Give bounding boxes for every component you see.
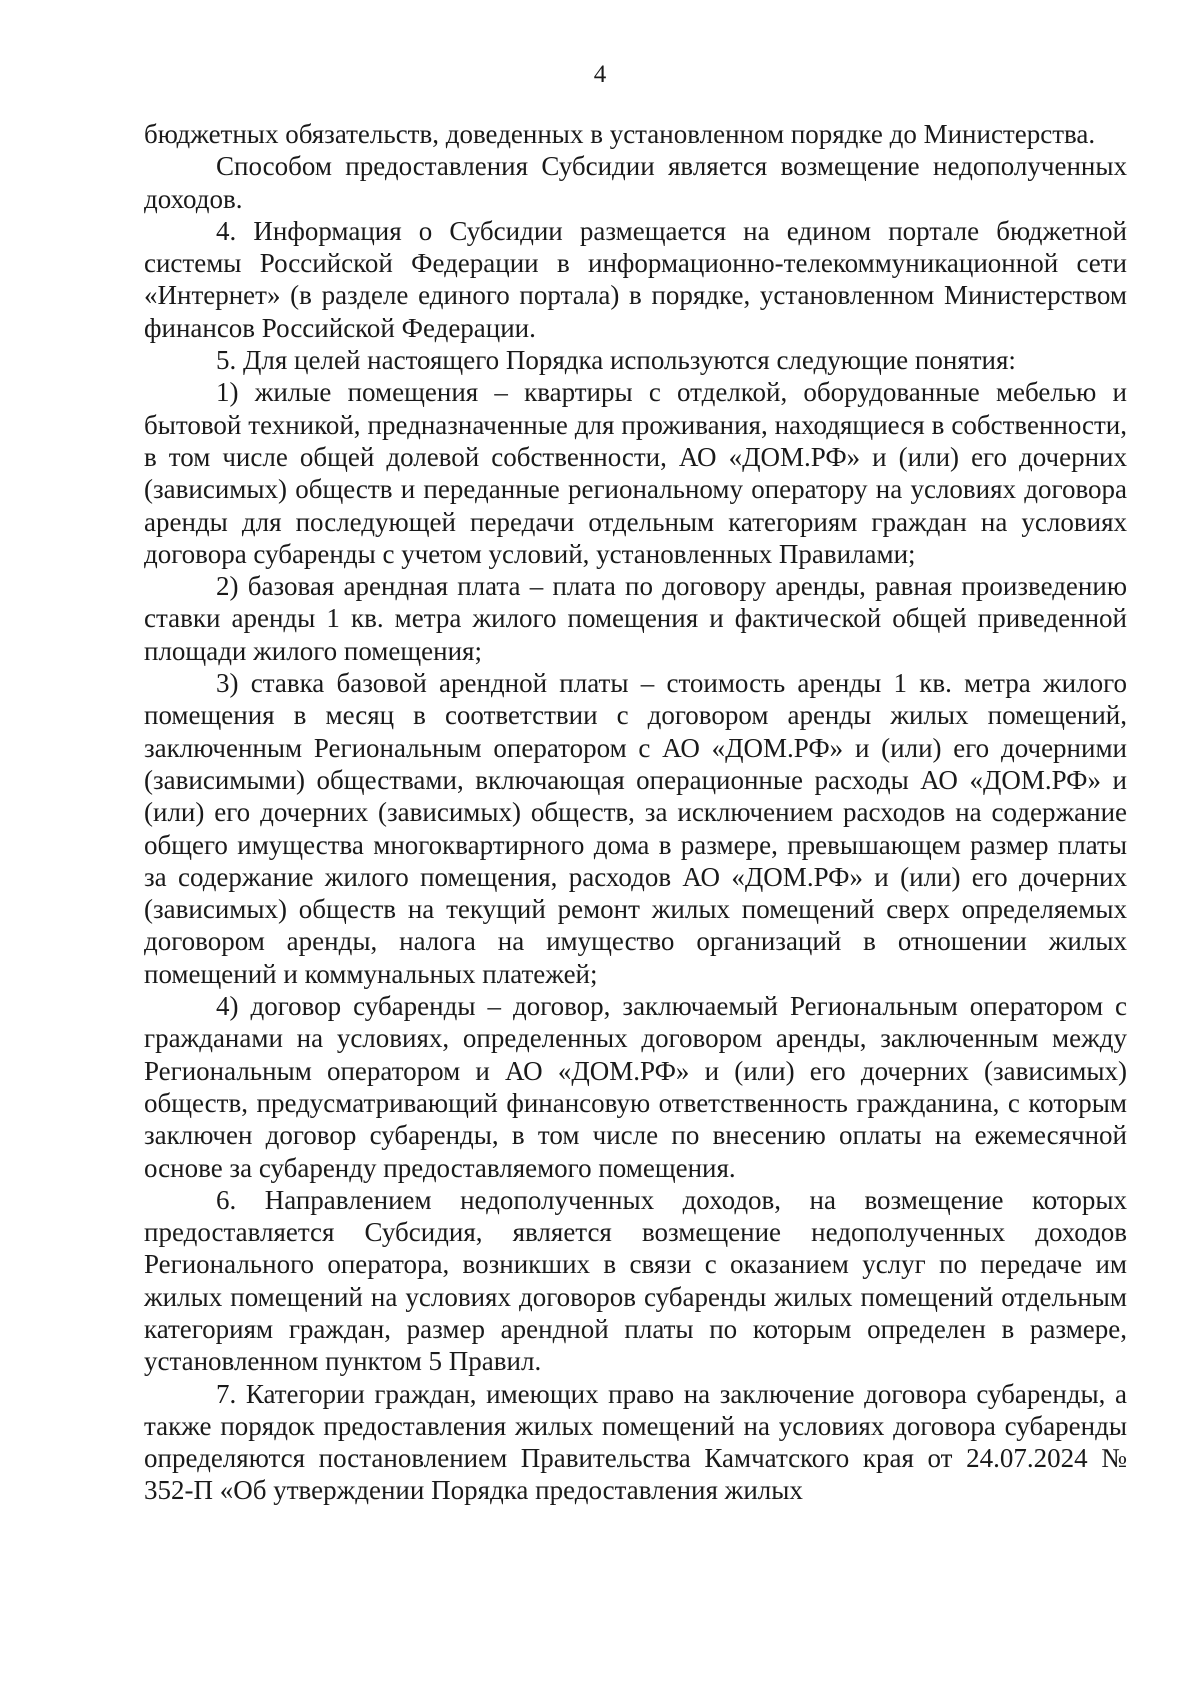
paragraph-item-6-lost-income: 6. Направлением недополученных доходов, на возмещение которых предоставляется Субсидия, является возмещение недополученных доходов Регионального оператора, возникших в связи с оказанием услуг по передаче им жилых помещений на условиях договоров субаренды жилых помещений отдельным категориям граждан, размер арендной платы по которым определен в размере, установленном пунктом 5 Правил.: [144, 1184, 1127, 1377]
paragraph-definition-1-residential-premises: 1) жилые помещения – квартиры с отделкой, оборудованные мебелью и бытовой техникой, предназначенные для проживания, находящиеся в собственности, в том числе общей долевой собственности, АО «ДОМ.РФ» и (или) его дочерних (зависимых) обществ и переданные региональному оператору на условиях договора аренды для последующей передачи отдельным категориям граждан на условиях договора субаренды с учетом условий, установленных Правилами;: [144, 377, 1127, 569]
paragraph-item-4-information: 4. Информация о Субсидии размещается на едином портале бюджетной системы Российской Федерации в информационно-телекоммуникационной сети «Интернет» (в разделе единого портала) в порядке, установленном Министерством финансов Российской Федерации.: [144, 215, 1127, 343]
document-body: [144, 118, 1127, 1507]
paragraph-budget-obligations: бюджетных обязательств, доведенных в установленном порядке до Министерства.: [144, 119, 1096, 149]
paragraph-item-5-definitions: 5. Для целей настоящего Порядка используются следующие понятия:: [216, 345, 1016, 376]
paragraph-definition-3-base-rent-rate: 3) ставка базовой арендной платы – стоимость аренды 1 кв. метра жилого помещения в месяц в соответствии с договором аренды жилых помещений, заключенным Региональным оператором с АО «ДОМ.РФ» и (или) его дочерними (зависимыми) обществами, включающая операционные расходы АО «ДОМ.РФ» и (или) его дочерних (зависимых) обществ, за исключением расходов на содержание общего имущества многоквартирного дома в размере, превышающем размер платы за содержание жилого помещения, расходов АО «ДОМ.РФ» и (или) его дочерних (зависимых) обществ на текущий ремонт жилых помещений сверх определяемых договором аренды, налога на имущество организаций в отношении жилых помещений и коммунальных платежей;: [144, 668, 1127, 989]
paragraph-definition-4-sublease-agreement: 4) договор субаренды – договор, заключаемый Региональным оператором с гражданами на условиях, определенных договором аренды, заключенным между Региональным оператором и АО «ДОМ.РФ» и (или) его дочерних (зависимых) обществ, предусматривающий финансовую ответственность гражданина, с которым заключен договор субаренды, в том числе по внесению оплаты на ежемесячной основе за субаренду предоставляемого помещения.: [144, 991, 1127, 1183]
paragraph-subsidy-method: Способом предоставления Субсидии является возмещение недополученных доходов.: [144, 151, 1127, 214]
page-number: 4: [593, 61, 607, 88]
paragraph-item-7-citizen-categories: 7. Категории граждан, имеющих право на заключение договора субаренды, а также порядок предоставления жилых помещений на условиях договора субаренды определяются постановлением Правительства Камчатского края от 24.07.2024 № 352-П «Об утверждении Порядка предоставления жилых: [144, 1378, 1127, 1506]
paragraph-definition-2-base-rent: 2) базовая арендная плата – плата по договору аренды, равная произведению ставки аренды 1 кв. метра жилого помещения и фактической общей приведенной площади жилого помещения;: [144, 571, 1127, 666]
